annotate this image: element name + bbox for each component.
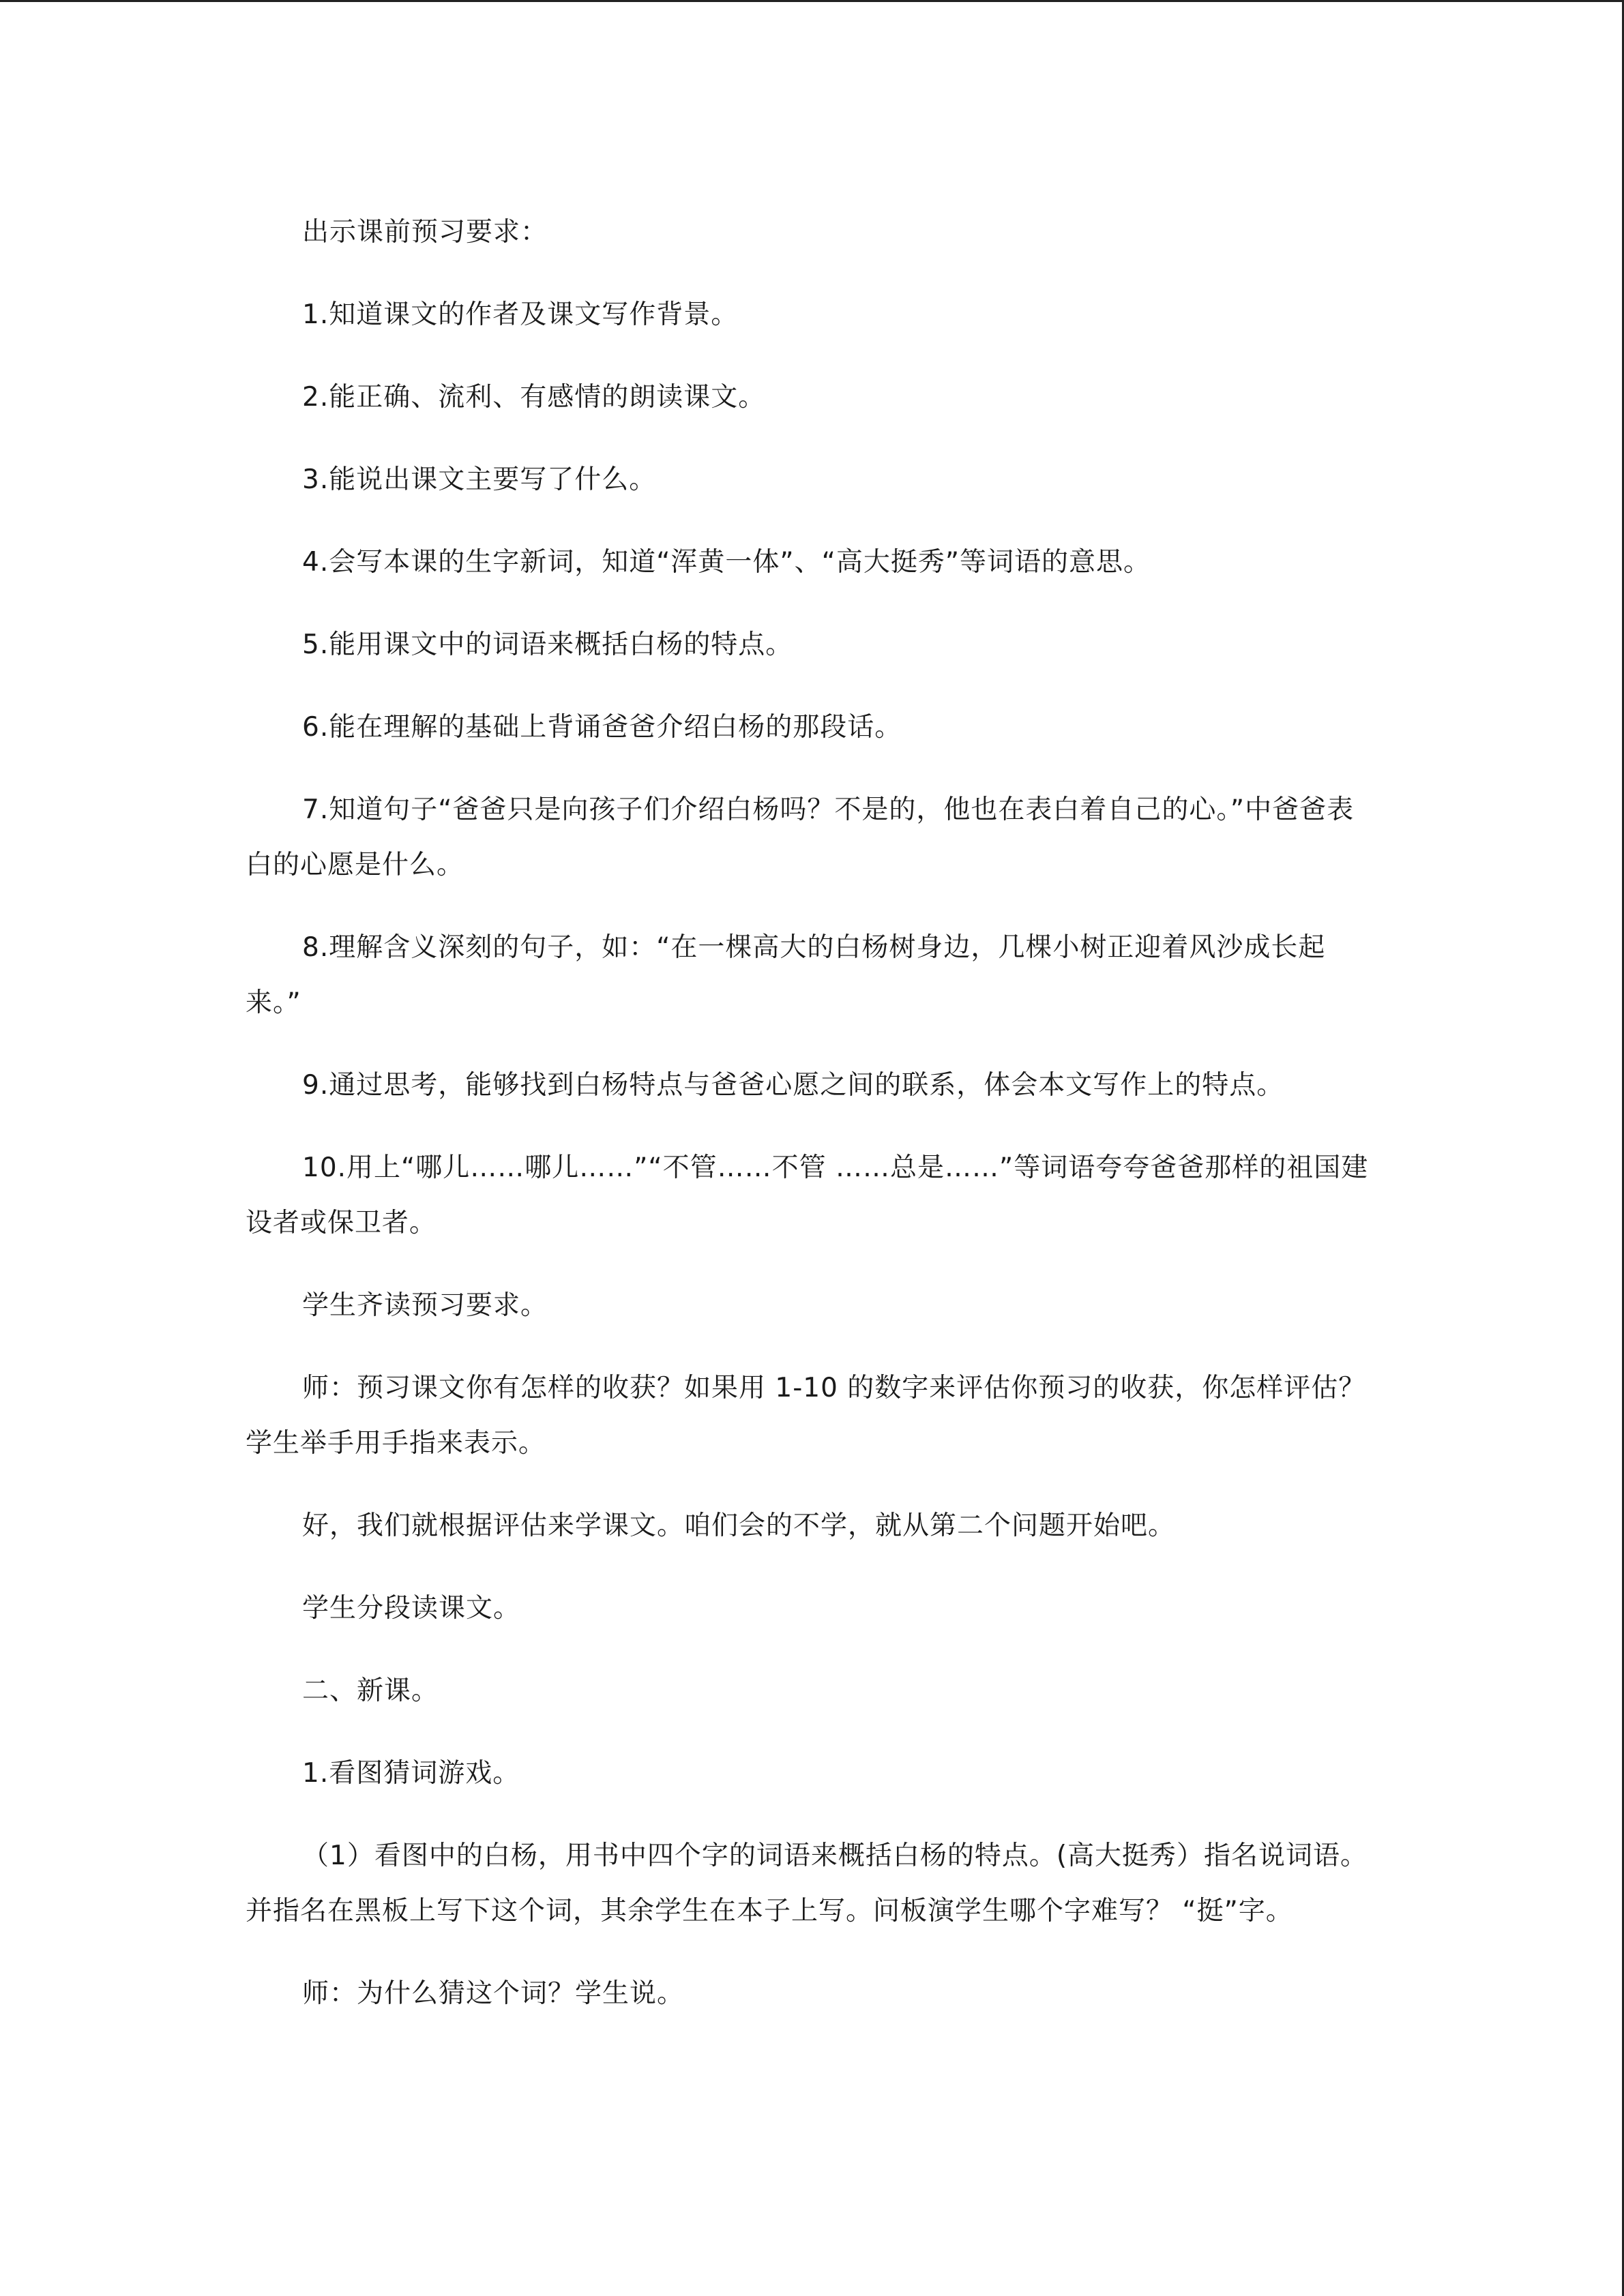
page-top-border [0,0,1624,2]
paragraph-activity-1: 1.看图猜词游戏。 [302,1758,520,1789]
paragraph-item-4: 4.会写本课的生字新词，知道“浑黄一体”、“高大挺秀”等词语的意思。 [302,547,1151,578]
paragraph-students-read-sections: 学生分段读课文。 [302,1593,521,1624]
paragraph-item-1: 1.知道课文的作者及课文写作背景。 [302,299,739,330]
paragraph-preview-requirements: 出示课前预习要求： [302,217,548,248]
paragraph-teacher-response: 好，我们就根据评估来学课文。咱们会的不学，就从第二个问题开始吧。 [302,1510,1176,1541]
paragraph-item-8: 8.理解含义深刻的句子，如：“在一棵高大的白杨树身边，几棵小树正迎着风沙成长起来。” [246,932,1326,1018]
paragraph-section-heading: 二、新课。 [302,1675,439,1706]
paragraph-item-2: 2.能正确、流利、有感情的朗读课文。 [302,382,766,413]
paragraph-item-6: 6.能在理解的基础上背诵爸爸介绍白杨的那段话。 [302,712,902,743]
document-page [246,205,1378,2048]
paragraph-students-read: 学生齐读预习要求。 [302,1290,548,1321]
paragraph-item-9: 9.通过思考，能够找到白杨特点与爸爸心愿之间的联系，体会本文写作上的特点。 [302,1070,1284,1101]
paragraph-item-7: 7.知道句子“爸爸只是向孩子们介绍白杨吗？不是的，他也在表白着自己的心。”中爸爸表白的心愿是什么。 [246,794,1355,880]
paragraph-teacher-question: 师：预习课文你有怎样的收获？如果用 1-10 的数字来评估你预习的收获，你怎样评估？学生举手用手指来表示。 [246,1373,1366,1459]
paragraph-item-3: 3.能说出课文主要写了什么。 [302,464,657,495]
paragraph-item-5: 5.能用课文中的词语来概括白杨的特点。 [302,629,793,660]
paragraph-activity-detail: （1）看图中的白杨，用书中四个字的词语来概括白杨的特点。(高大挺秀）指名说词语。并指名在黑板上写下这个词，其余学生在本子上写。问板演学生哪个字难写？ “挺”字。 [246,1840,1368,1926]
paragraph-teacher-ask: 师：为什么猜这个词？学生说。 [302,1978,685,2009]
paragraph-item-10: 10.用上“哪儿……哪儿……”“不管……不管 ……总是……”等词语夸夸爸爸那样的祖国建设者或保卫者。 [246,1152,1369,1238]
